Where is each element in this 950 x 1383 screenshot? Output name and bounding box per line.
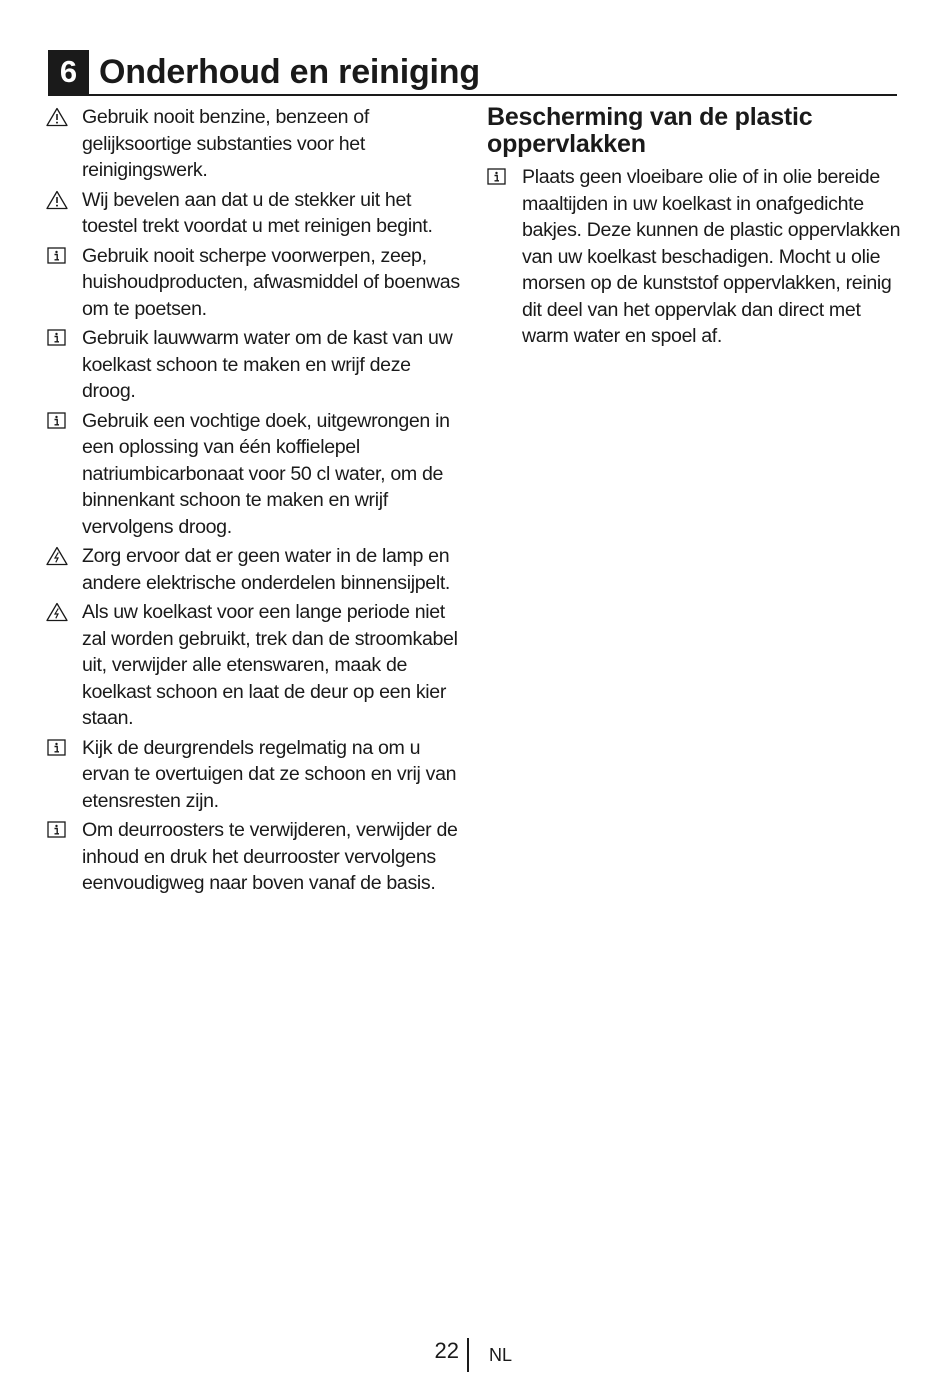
info-icon [46, 738, 68, 758]
list-item [46, 599, 466, 732]
info-icon [486, 167, 508, 187]
section-number: 6 [48, 50, 89, 94]
page-number: 22 [434, 1338, 459, 1363]
list-item [486, 164, 901, 350]
electric-warning-icon [46, 546, 68, 566]
list-item [46, 735, 466, 815]
warning-icon [46, 190, 68, 210]
item-text: Wij bevelen aan dat u de stekker uit het toestel trekt voordat u met reinigen begint. [82, 188, 433, 237]
section-header [48, 50, 897, 96]
list-item [46, 817, 466, 897]
item-text: Zorg ervoor dat er geen water in de lamp en andere elektrische onderdelen binnensijpelt. [82, 545, 451, 594]
item-text: Als uw koelkast voor een lange periode niet zal worden gebruikt, trek dan de stroomkabel uit, verwijder alle etenswaren, maak de koelkast schoon en laat de deur op een kier staan. [82, 601, 458, 729]
item-text: Gebruik nooit scherpe voorwerpen, zeep, huishoudproducten, afwasmiddel of boenwas om te poetsen. [82, 244, 460, 320]
item-text: Kijk de deurgrendels regelmatig na om u ervan te overtuigen dat ze schoon en vrij van etensresten zijn. [82, 736, 457, 812]
info-icon [46, 328, 68, 348]
info-icon [46, 411, 68, 431]
list-item [46, 187, 466, 240]
item-text: Gebruik nooit benzine, benzeen of gelijksoortige substanties voor het reinigingswerk. [82, 106, 369, 181]
electric-warning-icon [46, 602, 68, 622]
warning-icon [46, 107, 68, 127]
item-text: Gebruik lauwwarm water om de kast van uw koelkast schoon te maken en wrijf deze droog. [82, 327, 453, 402]
right-column [486, 104, 901, 353]
list-item [46, 104, 466, 184]
subsection-title: Bescherming van de plastic oppervlakken [487, 103, 813, 158]
info-icon [46, 820, 68, 840]
footer-divider [467, 1338, 469, 1372]
page-title: Onderhoud en reiniging [99, 53, 480, 91]
info-icon [46, 246, 68, 266]
page-footer [0, 1338, 950, 1374]
list-item [46, 543, 466, 596]
list-item [46, 243, 466, 323]
list-item [46, 408, 466, 541]
item-text: Om deurroosters te verwijderen, verwijder de inhoud en druk het deurrooster vervolgens eenvoudigweg naar boven vanaf de basis. [82, 819, 458, 894]
item-text: Plaats geen vloeibare olie of in olie bereide maaltijden in uw koelkast in onafgedichte bakjes. Deze kunnen de plastic oppervlakken van uw koelkast beschadigen. Mocht u olie morsen op de kunststof oppervlakken, reinig dit deel van het oppervlak dan direct met warm water en spoel af. [522, 166, 901, 347]
list-item [46, 325, 466, 405]
language-code: NL [489, 1345, 513, 1365]
item-text: Gebruik een vochtige doek, uitgewrongen in een oplossing van één koffielepel natriumbicarbonaat voor 50 cl water, om de binnenkant schoon te maken en wrijf vervolgens droog. [82, 409, 450, 538]
left-column [46, 104, 466, 900]
